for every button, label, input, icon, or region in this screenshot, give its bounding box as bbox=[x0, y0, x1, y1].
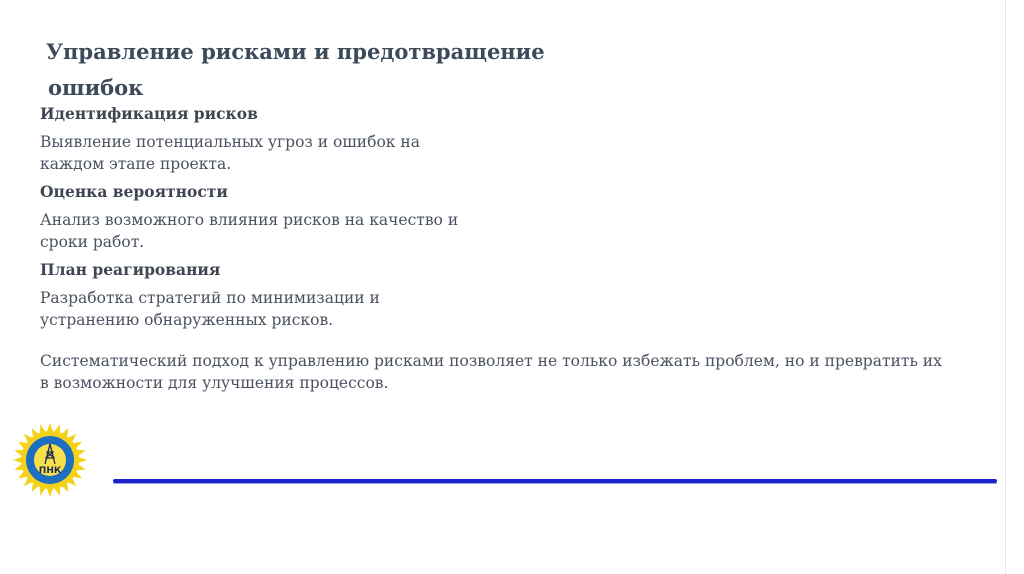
company-logo bbox=[12, 422, 88, 498]
summary-line-2: в возможности для улучшения процессов. bbox=[40, 374, 389, 392]
section-heading-response-plan: План реагирования bbox=[40, 260, 221, 279]
section-body-line: Разработка стратегий по минимизации и bbox=[40, 289, 380, 307]
summary-line-1: Систематический подход к управлению рисками позволяет не только избежать проблем, но и превратить их bbox=[40, 352, 942, 370]
logo-sun-ray bbox=[78, 457, 87, 464]
section-body-response-plan bbox=[40, 287, 500, 331]
section-body-line: Анализ возможного влияния рисков на качество и bbox=[40, 211, 459, 229]
section-body-risk-identification bbox=[40, 131, 500, 175]
slide-edge-divider bbox=[1005, 0, 1006, 574]
logo-sun-ray bbox=[47, 488, 54, 497]
section-body-line: каждом этапе проекта. bbox=[40, 155, 232, 173]
slide-title-line-1: Управление рисками и предотвращение bbox=[46, 39, 545, 64]
section-heading-probability-assessment: Оценка вероятности bbox=[40, 182, 228, 201]
slide-title-line-2: ошибок bbox=[48, 75, 144, 100]
section-body-line: устранению обнаруженных рисков. bbox=[40, 311, 334, 329]
logo-text: ПНК bbox=[38, 466, 62, 476]
logo-sun-ray bbox=[47, 423, 54, 432]
footer-rule-shadow bbox=[113, 483, 997, 484]
logo-sun-ray bbox=[13, 457, 22, 464]
section-body-line: Выявление потенциальных угроз и ошибок на bbox=[40, 133, 420, 151]
company-logo-graphic bbox=[12, 422, 88, 498]
section-heading-risk-identification: Идентификация рисков bbox=[40, 104, 258, 123]
section-body-line: сроки работ. bbox=[40, 233, 145, 251]
summary-paragraph bbox=[40, 350, 942, 394]
section-body-probability-assessment bbox=[40, 209, 500, 253]
slide-title bbox=[46, 34, 606, 106]
